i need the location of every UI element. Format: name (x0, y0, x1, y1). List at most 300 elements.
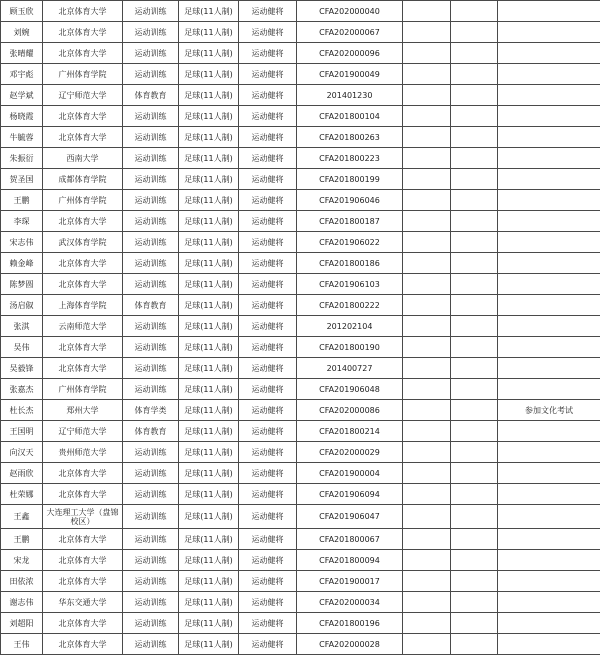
certificate-number-cell: CFA201800186 (297, 253, 403, 274)
remark-cell (498, 274, 600, 295)
athlete-name-cell: 王鹏 (1, 529, 43, 550)
grade-level-cell: 运动健将 (239, 1, 297, 22)
roster-rows (1, 1, 600, 655)
blank-cell (451, 634, 498, 655)
athlete-name-cell: 杜荣娜 (1, 484, 43, 505)
school-cell: 郑州大学 (43, 400, 123, 421)
major-cell: 运动训练 (123, 211, 179, 232)
blank-cell (403, 592, 451, 613)
blank-cell (451, 613, 498, 634)
blank-cell (451, 22, 498, 43)
blank-cell (451, 592, 498, 613)
certificate-number-cell: CFA202000040 (297, 1, 403, 22)
major-cell: 运动训练 (123, 613, 179, 634)
table-row (1, 64, 600, 85)
table-row (1, 550, 600, 571)
certificate-number-cell: CFA201800214 (297, 421, 403, 442)
blank-cell (403, 337, 451, 358)
sport-cell: 足球(11人制) (179, 232, 239, 253)
athlete-name-cell: 邓宇彪 (1, 64, 43, 85)
remark-cell (498, 22, 600, 43)
remark-cell: 参加文化考试 (498, 400, 600, 421)
remark-cell (498, 634, 600, 655)
major-cell: 运动训练 (123, 442, 179, 463)
certificate-number-cell: CFA201906047 (297, 505, 403, 529)
table-row (1, 634, 600, 655)
blank-cell (451, 337, 498, 358)
major-cell: 运动训练 (123, 337, 179, 358)
major-cell: 运动训练 (123, 274, 179, 295)
grade-level-cell: 运动健将 (239, 106, 297, 127)
table-row (1, 274, 600, 295)
school-cell: 大连理工大学（盘锦校区） (43, 505, 123, 529)
sport-cell: 足球(11人制) (179, 505, 239, 529)
blank-cell (403, 169, 451, 190)
grade-level-cell: 运动健将 (239, 634, 297, 655)
remark-cell (498, 571, 600, 592)
grade-level-cell: 运动健将 (239, 379, 297, 400)
certificate-number-cell: CFA201800199 (297, 169, 403, 190)
blank-cell (451, 127, 498, 148)
certificate-number-cell: CFA201800223 (297, 148, 403, 169)
school-cell: 北京体育大学 (43, 211, 123, 232)
blank-cell (403, 442, 451, 463)
remark-cell (498, 442, 600, 463)
certificate-number-cell: CFA201800104 (297, 106, 403, 127)
sport-cell: 足球(11人制) (179, 337, 239, 358)
remark-cell (498, 550, 600, 571)
blank-cell (451, 484, 498, 505)
certificate-number-cell: 201202104 (297, 316, 403, 337)
blank-cell (451, 505, 498, 529)
grade-level-cell: 运动健将 (239, 613, 297, 634)
blank-cell (451, 421, 498, 442)
athlete-name-cell: 田依浓 (1, 571, 43, 592)
table-row (1, 613, 600, 634)
major-cell: 运动训练 (123, 106, 179, 127)
blank-cell (403, 274, 451, 295)
table-row (1, 592, 600, 613)
sport-cell: 足球(11人制) (179, 358, 239, 379)
sport-cell: 足球(11人制) (179, 22, 239, 43)
blank-cell (451, 43, 498, 64)
blank-cell (403, 190, 451, 211)
certificate-number-cell: CFA202000028 (297, 634, 403, 655)
blank-cell (451, 64, 498, 85)
certificate-number-cell: CFA201900049 (297, 64, 403, 85)
remark-cell (498, 106, 600, 127)
major-cell: 运动训练 (123, 1, 179, 22)
blank-cell (403, 295, 451, 316)
table-row (1, 169, 600, 190)
school-cell: 北京体育大学 (43, 529, 123, 550)
remark-cell (498, 337, 600, 358)
school-cell: 成都体育学院 (43, 169, 123, 190)
school-cell: 西南大学 (43, 148, 123, 169)
athlete-name-cell: 赵雨欣 (1, 463, 43, 484)
table-row (1, 253, 600, 274)
sport-cell: 足球(11人制) (179, 1, 239, 22)
sport-cell: 足球(11人制) (179, 550, 239, 571)
sport-cell: 足球(11人制) (179, 169, 239, 190)
blank-cell (451, 232, 498, 253)
major-cell: 运动训练 (123, 127, 179, 148)
school-cell: 广州体育学院 (43, 190, 123, 211)
table-row (1, 43, 600, 64)
grade-level-cell: 运动健将 (239, 211, 297, 232)
table-row (1, 295, 600, 316)
blank-cell (403, 316, 451, 337)
school-cell: 北京体育大学 (43, 106, 123, 127)
blank-cell (403, 22, 451, 43)
sport-cell: 足球(11人制) (179, 316, 239, 337)
major-cell: 运动训练 (123, 529, 179, 550)
grade-level-cell: 运动健将 (239, 127, 297, 148)
athlete-name-cell: 赵学斌 (1, 85, 43, 106)
sport-cell: 足球(11人制) (179, 190, 239, 211)
grade-level-cell: 运动健将 (239, 190, 297, 211)
grade-level-cell: 运动健将 (239, 85, 297, 106)
blank-cell (451, 400, 498, 421)
table-row (1, 358, 600, 379)
table-row (1, 400, 600, 421)
sport-cell: 足球(11人制) (179, 634, 239, 655)
table-row (1, 22, 600, 43)
sport-cell: 足球(11人制) (179, 274, 239, 295)
blank-cell (451, 442, 498, 463)
remark-cell (498, 613, 600, 634)
major-cell: 运动训练 (123, 64, 179, 85)
grade-level-cell: 运动健将 (239, 253, 297, 274)
blank-cell (451, 274, 498, 295)
school-cell: 贵州师范大学 (43, 442, 123, 463)
blank-cell (403, 421, 451, 442)
blank-cell (403, 64, 451, 85)
blank-cell (451, 148, 498, 169)
major-cell: 运动训练 (123, 253, 179, 274)
remark-cell (498, 529, 600, 550)
school-cell: 北京体育大学 (43, 634, 123, 655)
athlete-name-cell: 李琛 (1, 211, 43, 232)
table-row (1, 484, 600, 505)
sport-cell: 足球(11人制) (179, 421, 239, 442)
blank-cell (451, 379, 498, 400)
athlete-name-cell: 谢志伟 (1, 592, 43, 613)
remark-cell (498, 253, 600, 274)
major-cell: 运动训练 (123, 22, 179, 43)
school-cell: 北京体育大学 (43, 358, 123, 379)
major-cell: 运动训练 (123, 463, 179, 484)
major-cell: 运动训练 (123, 316, 179, 337)
athlete-name-cell: 宋龙 (1, 550, 43, 571)
blank-cell (451, 85, 498, 106)
major-cell: 运动训练 (123, 592, 179, 613)
grade-level-cell: 运动健将 (239, 64, 297, 85)
school-cell: 北京体育大学 (43, 274, 123, 295)
table-row (1, 106, 600, 127)
school-cell: 北京体育大学 (43, 463, 123, 484)
remark-cell (498, 379, 600, 400)
grade-level-cell: 运动健将 (239, 550, 297, 571)
school-cell: 北京体育大学 (43, 613, 123, 634)
athlete-name-cell: 王鑫 (1, 505, 43, 529)
sport-cell: 足球(11人制) (179, 211, 239, 232)
grade-level-cell: 运动健将 (239, 442, 297, 463)
certificate-number-cell: CFA202000034 (297, 592, 403, 613)
blank-cell (451, 358, 498, 379)
sport-cell: 足球(11人制) (179, 64, 239, 85)
blank-cell (403, 253, 451, 274)
school-cell: 辽宁师范大学 (43, 85, 123, 106)
grade-level-cell: 运动健将 (239, 400, 297, 421)
sport-cell: 足球(11人制) (179, 43, 239, 64)
remark-cell (498, 85, 600, 106)
major-cell: 运动训练 (123, 571, 179, 592)
table-row (1, 571, 600, 592)
blank-cell (451, 550, 498, 571)
school-cell: 广州体育学院 (43, 379, 123, 400)
sport-cell: 足球(11人制) (179, 463, 239, 484)
table-row (1, 211, 600, 232)
table-row (1, 529, 600, 550)
athlete-name-cell: 张淇 (1, 316, 43, 337)
table-row (1, 379, 600, 400)
table-row (1, 337, 600, 358)
blank-cell (403, 211, 451, 232)
blank-cell (403, 106, 451, 127)
table-row (1, 85, 600, 106)
table-row (1, 421, 600, 442)
athlete-name-cell: 朱振衍 (1, 148, 43, 169)
major-cell: 运动训练 (123, 358, 179, 379)
blank-cell (403, 505, 451, 529)
sport-cell: 足球(11人制) (179, 592, 239, 613)
major-cell: 体育学类 (123, 400, 179, 421)
major-cell: 运动训练 (123, 550, 179, 571)
sport-cell: 足球(11人制) (179, 529, 239, 550)
grade-level-cell: 运动健将 (239, 592, 297, 613)
remark-cell (498, 316, 600, 337)
certificate-number-cell: CFA201906048 (297, 379, 403, 400)
table-row (1, 442, 600, 463)
school-cell: 北京体育大学 (43, 484, 123, 505)
school-cell: 云南师范大学 (43, 316, 123, 337)
athlete-name-cell: 刘婉 (1, 22, 43, 43)
remark-cell (498, 232, 600, 253)
remark-cell (498, 592, 600, 613)
grade-level-cell: 运动健将 (239, 22, 297, 43)
sport-cell: 足球(11人制) (179, 85, 239, 106)
school-cell: 北京体育大学 (43, 337, 123, 358)
remark-cell (498, 169, 600, 190)
sport-cell: 足球(11人制) (179, 295, 239, 316)
remark-cell (498, 190, 600, 211)
major-cell: 运动训练 (123, 484, 179, 505)
major-cell: 运动训练 (123, 505, 179, 529)
sport-cell: 足球(11人制) (179, 379, 239, 400)
blank-cell (403, 463, 451, 484)
table-row (1, 1, 600, 22)
grade-level-cell: 运动健将 (239, 484, 297, 505)
certificate-number-cell: CFA202000096 (297, 43, 403, 64)
major-cell: 运动训练 (123, 169, 179, 190)
certificate-number-cell: 201400727 (297, 358, 403, 379)
blank-cell (451, 1, 498, 22)
grade-level-cell: 运动健将 (239, 505, 297, 529)
table-row (1, 190, 600, 211)
grade-level-cell: 运动健将 (239, 358, 297, 379)
athlete-name-cell: 王国明 (1, 421, 43, 442)
remark-cell (498, 484, 600, 505)
athlete-name-cell: 牛毓蓉 (1, 127, 43, 148)
athlete-name-cell: 王鹏 (1, 190, 43, 211)
major-cell: 运动训练 (123, 190, 179, 211)
certificate-number-cell: CFA202000029 (297, 442, 403, 463)
sport-cell: 足球(11人制) (179, 613, 239, 634)
remark-cell (498, 421, 600, 442)
blank-cell (403, 148, 451, 169)
table-row (1, 148, 600, 169)
athlete-name-cell: 刘超阳 (1, 613, 43, 634)
major-cell: 运动训练 (123, 379, 179, 400)
table-row (1, 505, 600, 529)
grade-level-cell: 运动健将 (239, 169, 297, 190)
athlete-name-cell: 杨晓霞 (1, 106, 43, 127)
grade-level-cell: 运动健将 (239, 316, 297, 337)
sport-cell: 足球(11人制) (179, 400, 239, 421)
remark-cell (498, 295, 600, 316)
remark-cell (498, 211, 600, 232)
athlete-name-cell: 宋志伟 (1, 232, 43, 253)
blank-cell (451, 190, 498, 211)
school-cell: 广州体育学院 (43, 64, 123, 85)
grade-level-cell: 运动健将 (239, 463, 297, 484)
blank-cell (403, 613, 451, 634)
blank-cell (451, 295, 498, 316)
grade-level-cell: 运动健将 (239, 571, 297, 592)
certificate-number-cell: CFA201906046 (297, 190, 403, 211)
remark-cell (498, 1, 600, 22)
certificate-number-cell: CFA201906022 (297, 232, 403, 253)
blank-cell (403, 571, 451, 592)
sport-cell: 足球(11人制) (179, 148, 239, 169)
certificate-number-cell: CFA201900004 (297, 463, 403, 484)
school-cell: 北京体育大学 (43, 571, 123, 592)
blank-cell (451, 106, 498, 127)
sport-cell: 足球(11人制) (179, 484, 239, 505)
sport-cell: 足球(11人制) (179, 127, 239, 148)
certificate-number-cell: CFA201800190 (297, 337, 403, 358)
blank-cell (403, 529, 451, 550)
grade-level-cell: 运动健将 (239, 529, 297, 550)
certificate-number-cell: CFA201800222 (297, 295, 403, 316)
grade-level-cell: 运动健将 (239, 337, 297, 358)
athlete-name-cell: 王伟 (1, 634, 43, 655)
athlete-name-cell: 张嘉杰 (1, 379, 43, 400)
grade-level-cell: 运动健将 (239, 274, 297, 295)
certificate-number-cell: CFA201900017 (297, 571, 403, 592)
school-cell: 辽宁师范大学 (43, 421, 123, 442)
athlete-name-cell: 向汉天 (1, 442, 43, 463)
blank-cell (403, 1, 451, 22)
blank-cell (403, 634, 451, 655)
blank-cell (451, 211, 498, 232)
blank-cell (451, 571, 498, 592)
blank-cell (451, 253, 498, 274)
major-cell: 体育教育 (123, 295, 179, 316)
major-cell: 运动训练 (123, 43, 179, 64)
grade-level-cell: 运动健将 (239, 295, 297, 316)
school-cell: 北京体育大学 (43, 1, 123, 22)
remark-cell (498, 463, 600, 484)
certificate-number-cell: CFA201800187 (297, 211, 403, 232)
blank-cell (451, 529, 498, 550)
certificate-number-cell: 201401230 (297, 85, 403, 106)
remark-cell (498, 43, 600, 64)
grade-level-cell: 运动健将 (239, 148, 297, 169)
certificate-number-cell: CFA201906094 (297, 484, 403, 505)
school-cell: 北京体育大学 (43, 253, 123, 274)
blank-cell (403, 43, 451, 64)
blank-cell (403, 232, 451, 253)
grade-level-cell: 运动健将 (239, 421, 297, 442)
certificate-number-cell: CFA202000067 (297, 22, 403, 43)
school-cell: 北京体育大学 (43, 22, 123, 43)
remark-cell (498, 127, 600, 148)
certificate-number-cell: CFA201800196 (297, 613, 403, 634)
table-row (1, 127, 600, 148)
certificate-number-cell: CFA201800067 (297, 529, 403, 550)
certificate-number-cell: CFA202000086 (297, 400, 403, 421)
athlete-name-cell: 张晴耀 (1, 43, 43, 64)
sport-cell: 足球(11人制) (179, 442, 239, 463)
blank-cell (451, 463, 498, 484)
table-row (1, 232, 600, 253)
school-cell: 北京体育大学 (43, 127, 123, 148)
athlete-name-cell: 吴伟 (1, 337, 43, 358)
athlete-name-cell: 赖金峰 (1, 253, 43, 274)
blank-cell (403, 127, 451, 148)
blank-cell (451, 169, 498, 190)
remark-cell (498, 64, 600, 85)
certificate-number-cell: CFA201800263 (297, 127, 403, 148)
athlete-name-cell: 杜长杰 (1, 400, 43, 421)
remark-cell (498, 148, 600, 169)
blank-cell (403, 484, 451, 505)
sport-cell: 足球(11人制) (179, 253, 239, 274)
school-cell: 武汉体育学院 (43, 232, 123, 253)
table-row (1, 316, 600, 337)
blank-cell (451, 316, 498, 337)
certificate-number-cell: CFA201906103 (297, 274, 403, 295)
athlete-name-cell: 贺圣国 (1, 169, 43, 190)
remark-cell (498, 358, 600, 379)
school-cell: 北京体育大学 (43, 43, 123, 64)
major-cell: 体育教育 (123, 85, 179, 106)
certificate-number-cell: CFA201800094 (297, 550, 403, 571)
major-cell: 运动训练 (123, 634, 179, 655)
table-row (1, 463, 600, 484)
blank-cell (403, 379, 451, 400)
athlete-name-cell: 吴毅锋 (1, 358, 43, 379)
major-cell: 运动训练 (123, 148, 179, 169)
school-cell: 上海体育学院 (43, 295, 123, 316)
remark-cell (498, 505, 600, 529)
blank-cell (403, 550, 451, 571)
major-cell: 体育教育 (123, 421, 179, 442)
major-cell: 运动训练 (123, 232, 179, 253)
athlete-name-cell: 顾玉欣 (1, 1, 43, 22)
